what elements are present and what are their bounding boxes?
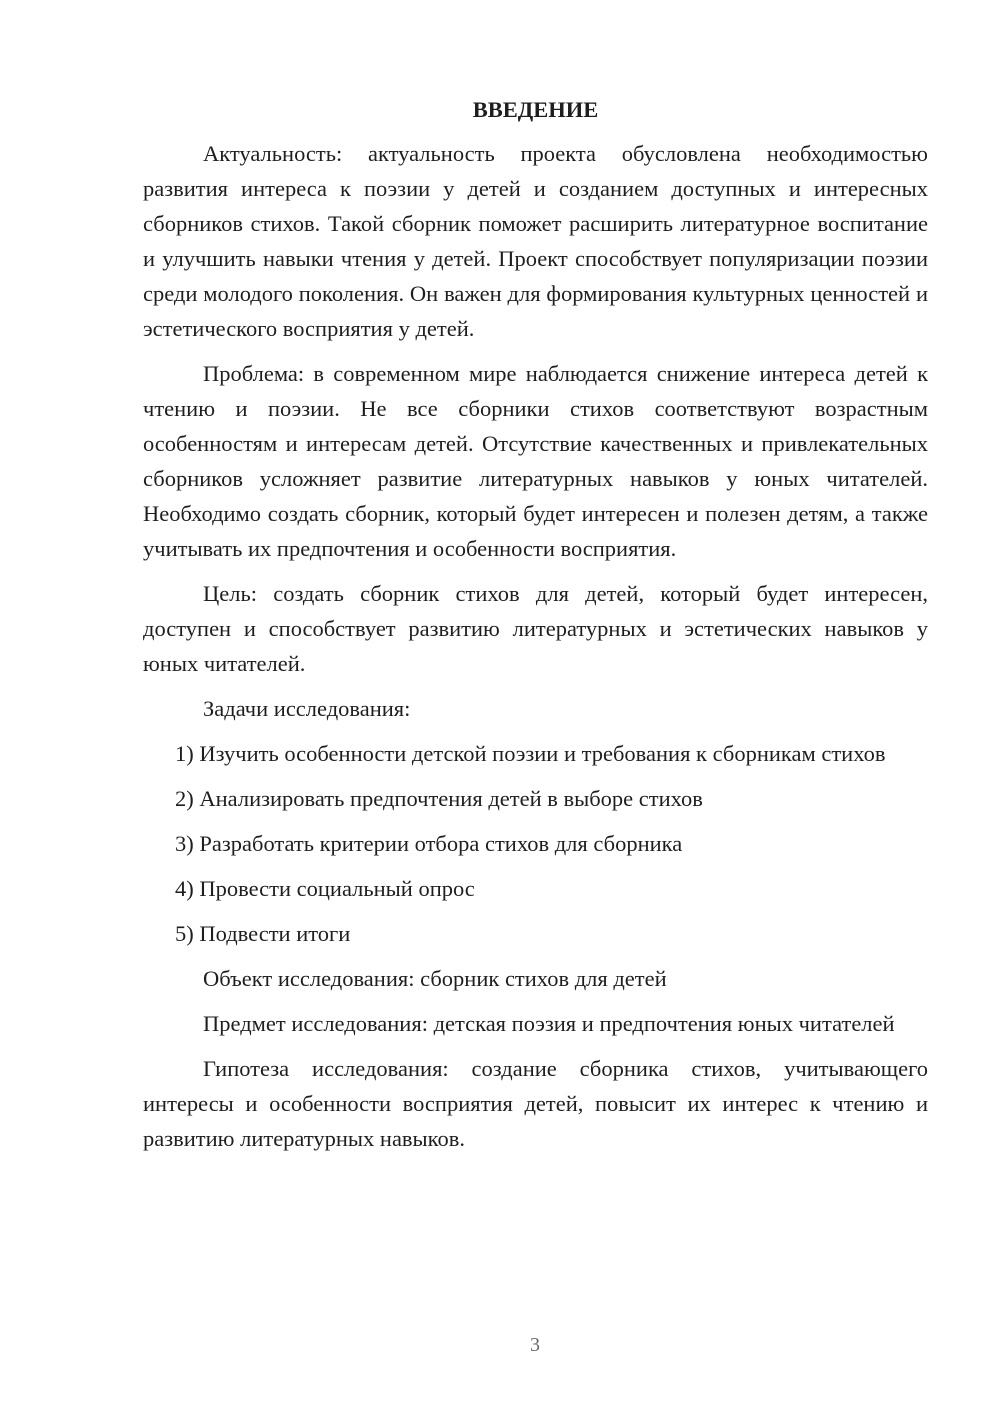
task-item-1: 1) Изучить особенности детской поэзии и требования к сборникам стихов — [175, 741, 886, 766]
hypothesis-paragraph: Гипотеза исследования: создание сборника стихов, учитывающего интересы и особенности восприятия детей, повысит их интерес к чтению и развитию литературных навыков. — [143, 1056, 928, 1151]
relevance-paragraph: Актуальность: актуальность проекта обусловлена необходимостью развития интереса к поэзии у детей и созданием доступных и интересных сборников стихов. Такой сборник поможет расширить литературное воспитание и улучшить навыки чтения у детей. Проект способствует популяризации поэзии среди молодого поколения. Он важен для формирования культурных ценностей и эстетического восприятия у детей. — [143, 141, 928, 341]
task-item-3: 3) Разработать критерии отбора стихов для сборника — [175, 831, 683, 856]
task-item-5: 5) Подвести итоги — [175, 921, 351, 946]
task-item-4: 4) Провести социальный опрос — [175, 876, 475, 901]
section-heading: ВВЕДЕНИЕ — [472, 97, 599, 122]
goal-paragraph: Цель: создать сборник стихов для детей, который будет интересен, доступен и способствует развитию литературных и эстетических навыков у юных читателей. — [143, 581, 928, 676]
tasks-heading: Задачи исследования: — [203, 696, 411, 721]
document-page — [143, 94, 928, 1166]
problem-paragraph: Проблема: в современном мире наблюдается снижение интереса детей к чтению и поэзии. Не все сборники стихов соответствуют возрастным особенностям и интересам детей. Отсутствие качественных и привлекательных сборников усложняет развитие литературных навыков у юных читателей. Необходимо создать сборник, который будет интересен и полезен детям, а также учитывать их предпочтения и особенности восприятия. — [143, 361, 928, 561]
subject-paragraph: Предмет исследования: детская поэзия и предпочтения юных читателей — [203, 1011, 895, 1036]
page-number: 3 — [530, 1334, 540, 1356]
object-paragraph: Объект исследования: сборник стихов для детей — [203, 966, 667, 991]
task-item-2: 2) Анализировать предпочтения детей в выборе стихов — [175, 786, 703, 811]
